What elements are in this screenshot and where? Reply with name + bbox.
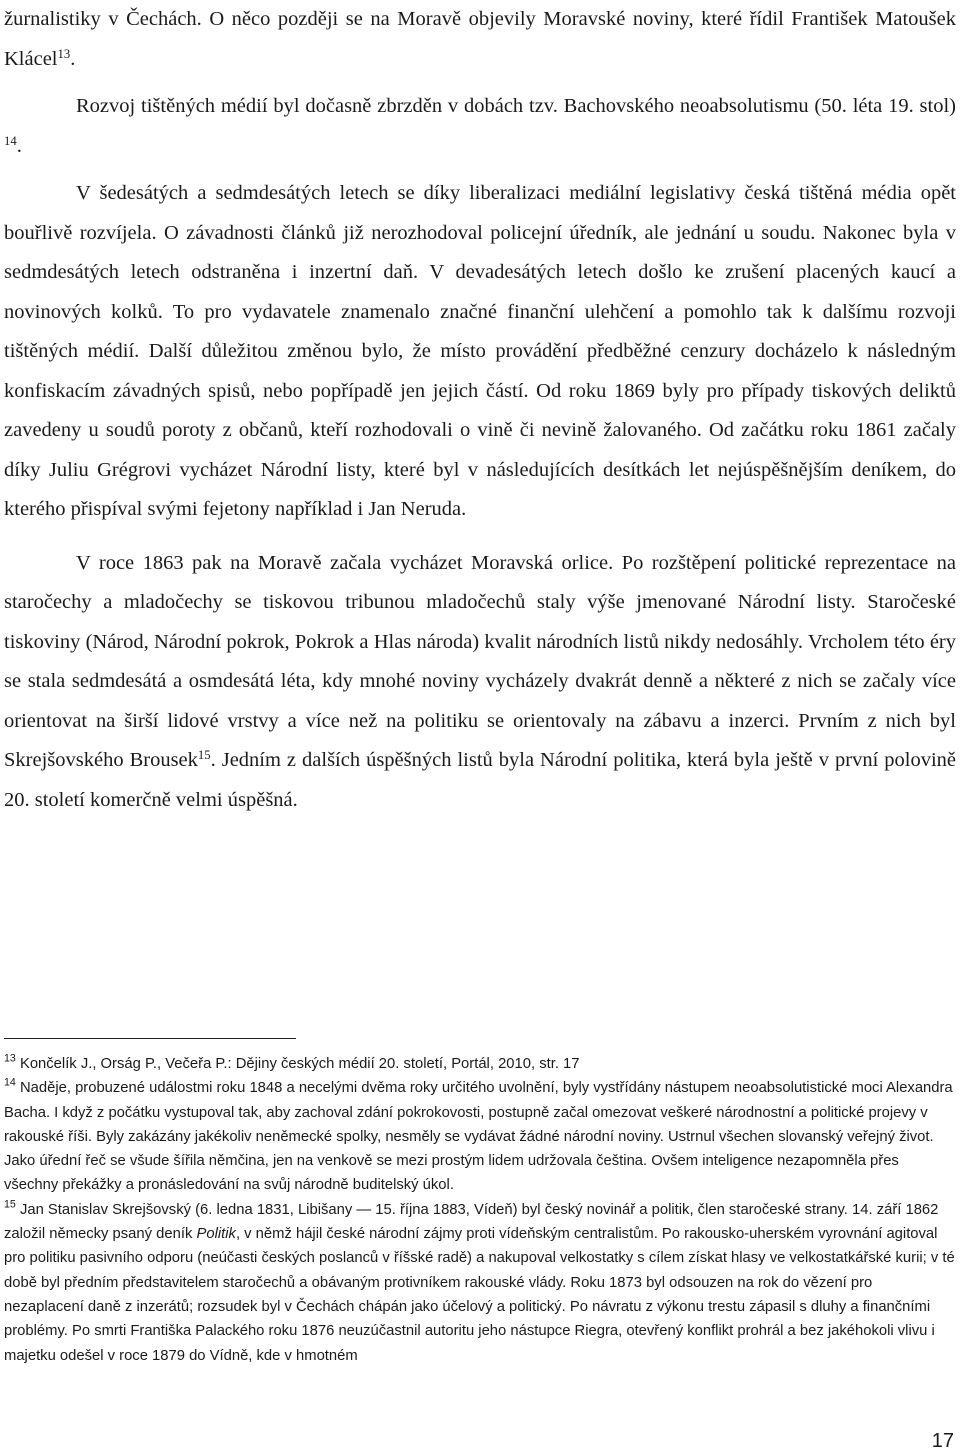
footnote-text: Naděje, probuzené událostmi roku 1848 a necelými dvěma roky určitého uvolnění, byly vystřídány nástupem neoabsolutistické moci Alexandra Bacha. I když z počátku vystupoval tak, aby zachoval zdání pokrokovosti, postupně začal omezovat veškeré národnostní a politické projevy v rakouské říši. Byly zakázány jakékoliv neněmecké spolky, nesměly se vydávat žádné národní noviny. Ustrnul všechen slovanský veřejný život. Jako úřední řeč se všude šířila němčina, jen na venkově se mezi prostým lidem udržovala čeština. Ovšem inteligence nezapomněla přes všechny překážky a pronásledování na svůj národně buditelský úkol. <box>4 1080 953 1194</box>
footnote-number: 15 <box>4 1198 16 1211</box>
footnotes <box>4 1052 956 1368</box>
footnote-ref-13[interactable]: 13 <box>57 46 71 61</box>
paragraph-4-text: V roce 1863 pak na Moravě začala vycházet Moravská orlice. Po rozštěpení politické reprezentace na staročechy a mladočechy se tiskovou tribunou mladočechů staly výše jmenované Národní listy. Staročeské tiskoviny (Národ, Národní pokrok, Pokrok a Hlas národa) kvalit národních listů nikdy nedosáhly. Vrcholem této éry se stala sedmdesátá a osmdesátá léta, kdy mnohé noviny vycházely dvakrát denně a některé z nich se začaly více orientovat na širší lidové vrstvy a více než na politiku se orientovaly na zábavu a inzerci. Prvním z nich byl Skrejšovského Brousek <box>4 551 956 771</box>
paragraph-1-text: žurnalistiky v Čechách. O něco později se na Moravě objevily Moravské noviny, které řídil František Matoušek Klácel <box>4 8 956 70</box>
paragraph-2-end: . <box>16 134 22 157</box>
paragraph-2 <box>4 87 956 166</box>
footnote-ref-14[interactable]: 14 <box>4 133 17 148</box>
paragraph-4-end: . Jedním z dalších úspěšných listů byla Národní politika, která byla ještě v první polovině 20. století komerčně velmi úspěšná. <box>4 749 957 811</box>
footnote-italic-title: Politik <box>196 1226 236 1243</box>
page-number: 17 <box>931 1430 954 1452</box>
paragraph-4 <box>4 544 956 821</box>
paragraph-3-text: V šedesátých a sedmdesátých letech se díky liberalizaci mediální legislativy česká tištěná média opět bouřlivě rozvíjela. O závadnosti článků již nerozhodoval policejní úředník, ale jednání u soudu. Nakonec byla v sedmdesátých letech odstraněna i inzertní daň. V devadesátých letech došlo ke zrušení placených kaucí a novinových kolků. To pro vydavatele znamenalo značné finanční ulehčení a pomohlo tak k dalšímu rozvoji tištěných médií. Další důležitou změnou bylo, že místo provádění předběžné cenzury docházelo k následným konfiskacím závadných spisů, nebo popřípadě jen jejich částí. Od roku 1869 byly pro případy tiskových deliktů zavedeny u soudů poroty z občanů, kteří rozhodovali o vině či nevině žalovaného. Od začátku roku 1861 začaly díky Juliu Grégrovi vycházet Národní listy, které byl v následujících desítkách let nejúspěšnějším deníkem, do kterého přispíval svými fejetony například i Jan Neruda. <box>4 182 956 520</box>
footnote-text: , v němž hájil české národní zájmy proti vídeňským centralistům. Po rakousko-uherském vyrovnání agitoval pro politiku pasivního odporu (neúčasti českých poslanců v říšské radě) a nakupoval velkostatky s cílem získat hlasy ve velkostatkářské kurii; v té době byl předním představitelem staročechů a obávaným protivníkem rakouské vlády. Roku 1873 byl odsouzen na rok do vězení pro nezaplacení daně z inzerátů; rozsudek byl v Čechách chápán jako účelový a politický. Po návratu z výkonu trestu zápasil s dluhy a finančními problémy. Po smrti Františka Palackého roku 1876 neuzúčastnil autoritu jeho nástupce Riegra, otevřený konflikt prohrál a bez jakéhokoli vlivu i majetku odešel v roce 1879 do Vídně, kde v hmotném <box>4 1226 955 1364</box>
footnote-14 <box>4 1076 956 1197</box>
footnote-number: 13 <box>4 1052 16 1065</box>
paragraph-1-end: . <box>70 47 76 70</box>
footnote-15 <box>4 1198 956 1368</box>
footnote-13 <box>4 1052 956 1076</box>
paragraph-3 <box>4 174 956 530</box>
paragraph-1 <box>4 0 956 79</box>
body-text <box>4 0 956 820</box>
footnote-text: Jan Stanislav Skrejšovský (6. ledna 1831, Libišany — 15. října 1883, Vídeň) byl český novinář a politik, člen staročeské strany. 14. září 1862 založil německy psaný deník <box>4 1201 939 1243</box>
footnote-text: Končelík J., Orság P., Večeřa P.: Dějiny českých médií 20. století, Portál, 2010, str. 17 <box>15 1056 580 1072</box>
footnote-separator <box>4 1038 296 1039</box>
footnote-ref-15[interactable]: 15 <box>197 748 211 763</box>
footnote-number: 14 <box>4 1076 16 1089</box>
paragraph-2-text: Rozvoj tištěných médií byl dočasně zbrzděn v dobách tzv. Bachovského neoabsolutismu (50. léta 19. stol) <box>76 95 956 117</box>
